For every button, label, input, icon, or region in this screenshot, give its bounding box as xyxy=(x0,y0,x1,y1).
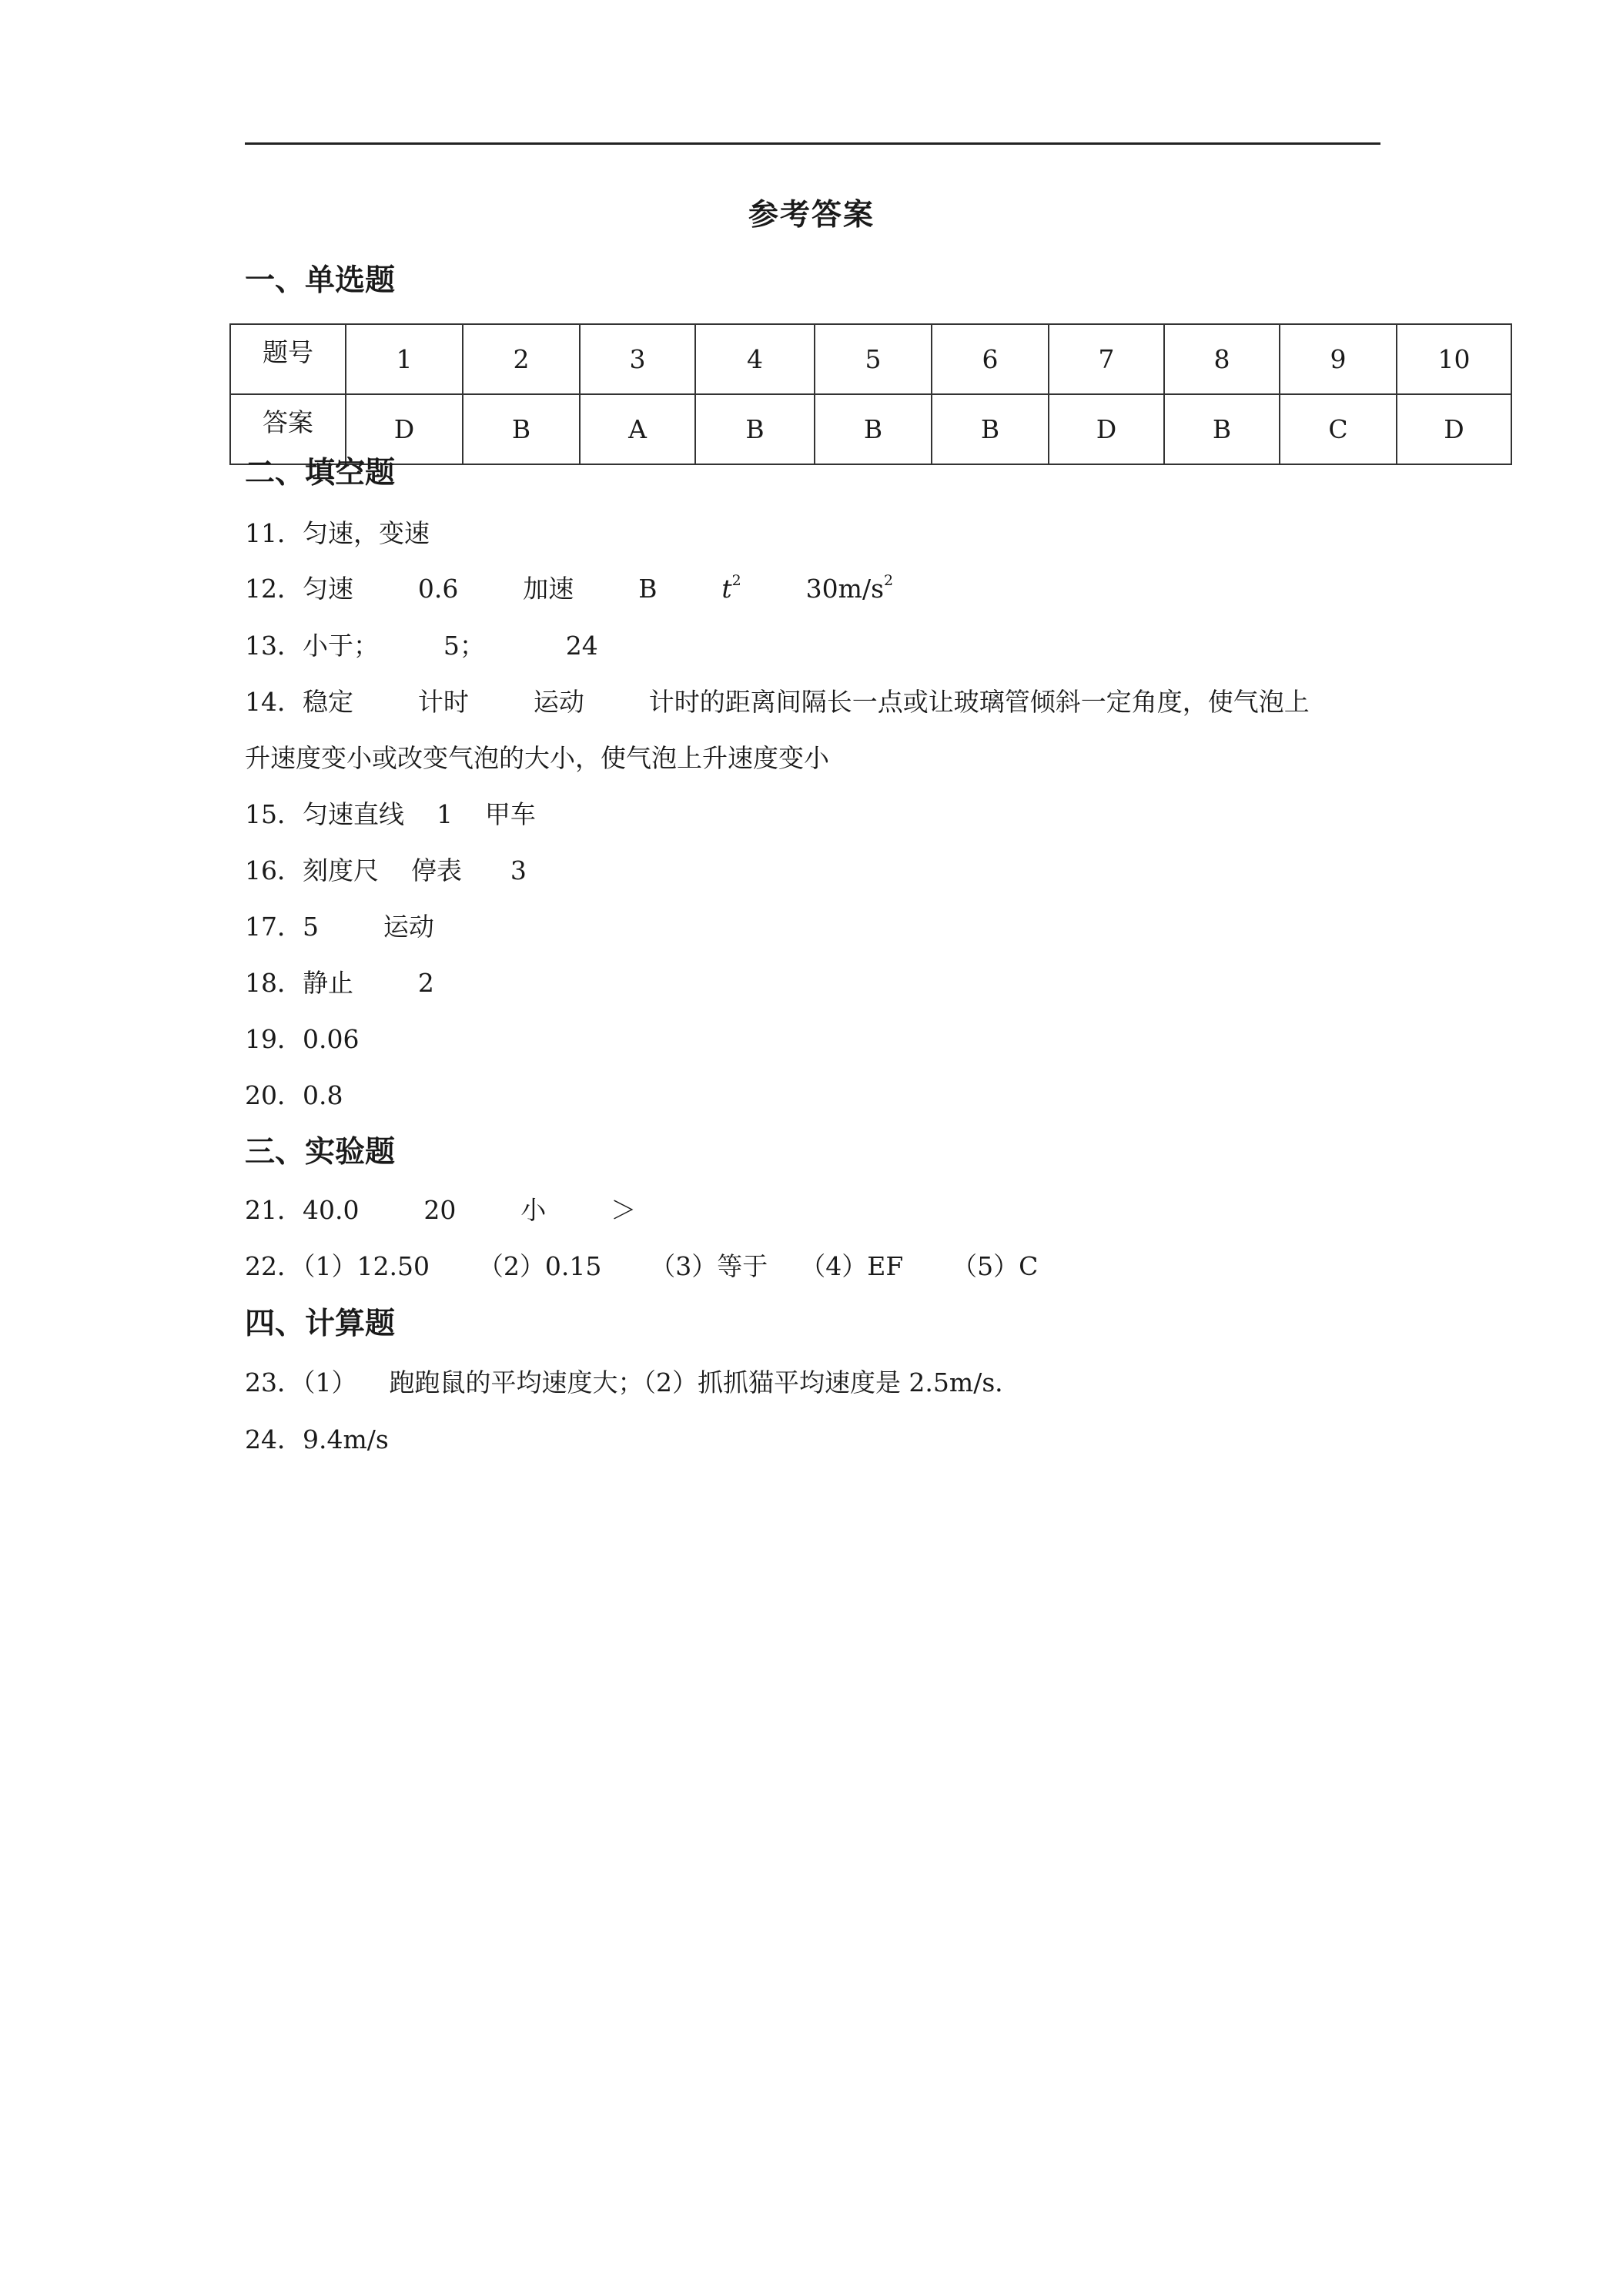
answer-12-prefix: 12．匀速 0.6 加速 B xyxy=(245,574,722,604)
table-cell-answer: B xyxy=(1164,394,1280,464)
answer-17: 17．5 运动 xyxy=(245,912,434,942)
table-cell-number: 3 xyxy=(580,324,695,394)
section-heading-experiment: 三、实验题 xyxy=(245,1135,396,1170)
answer-12-variable: t xyxy=(721,574,732,604)
table-cell-number: 10 xyxy=(1397,324,1511,394)
table-cell-number: 8 xyxy=(1164,324,1280,394)
table-row-label: 答案 xyxy=(230,394,346,464)
table-row-numbers xyxy=(230,324,1511,394)
answer-12-exponent: 2 xyxy=(731,572,741,589)
table-cell-number: 7 xyxy=(1049,324,1164,394)
header-rule xyxy=(245,142,1380,145)
table-cell-number: 1 xyxy=(346,324,463,394)
answer-table xyxy=(229,323,1512,465)
table-cell-answer: C xyxy=(1280,394,1397,464)
table-cell-answer: D xyxy=(1049,394,1164,464)
table-row-label: 题号 xyxy=(230,324,346,394)
answer-24: 24．9.4m/s xyxy=(245,1424,389,1454)
answer-22: 22．（1）12.50 （2）0.15 （3）等于 （4）EF （5）C xyxy=(245,1251,1039,1281)
section-heading-single-choice: 一、单选题 xyxy=(245,263,396,298)
table-cell-answer: B xyxy=(932,394,1049,464)
table-cell-answer: B xyxy=(695,394,815,464)
answer-16: 16．刻度尺 停表 3 xyxy=(245,855,527,885)
table-cell-answer: D xyxy=(1397,394,1511,464)
answer-12-unit-exponent: 2 xyxy=(884,572,894,589)
answer-18: 18．静止 2 xyxy=(245,968,434,998)
table-cell-number: 6 xyxy=(932,324,1049,394)
answer-14-line1: 14．稳定 计时 运动 计时的距离间隔长一点或让玻璃管倾斜一定角度，使气泡上 xyxy=(245,687,1310,717)
table-cell-answer: D xyxy=(346,394,463,464)
answer-23: 23．（1） 跑跑鼠的平均速度大；（2）抓抓猫平均速度是 2.5m/s． xyxy=(245,1367,1021,1397)
answer-12-value: 30m/s xyxy=(741,574,885,604)
answer-15: 15．匀速直线 1 甲车 xyxy=(245,799,536,829)
page-title: 参考答案 xyxy=(748,198,875,233)
table-cell-answer: A xyxy=(580,394,695,464)
table-cell-answer: B xyxy=(815,394,932,464)
answer-11: 11．匀速，变速 xyxy=(245,518,430,548)
answer-14-line2: 升速度变小或改变气泡的大小，使气泡上升速度变小 xyxy=(245,743,829,773)
table-cell-number: 2 xyxy=(463,324,580,394)
answer-12 xyxy=(245,570,893,612)
section-heading-calculation: 四、计算题 xyxy=(245,1307,396,1341)
answer-21: 21．40.0 20 小 ＞ xyxy=(245,1195,637,1225)
section-heading-fill-blank: 二、填空题 xyxy=(245,456,396,490)
answer-19: 19．0.06 xyxy=(245,1024,360,1054)
table-cell-number: 9 xyxy=(1280,324,1397,394)
table-cell-number: 4 xyxy=(695,324,815,394)
table-cell-number: 5 xyxy=(815,324,932,394)
table-cell-answer: B xyxy=(463,394,580,464)
table-row-answers xyxy=(230,394,1511,464)
answer-20: 20．0.8 xyxy=(245,1080,343,1110)
answer-13: 13．小于； 5； 24 xyxy=(245,631,598,661)
